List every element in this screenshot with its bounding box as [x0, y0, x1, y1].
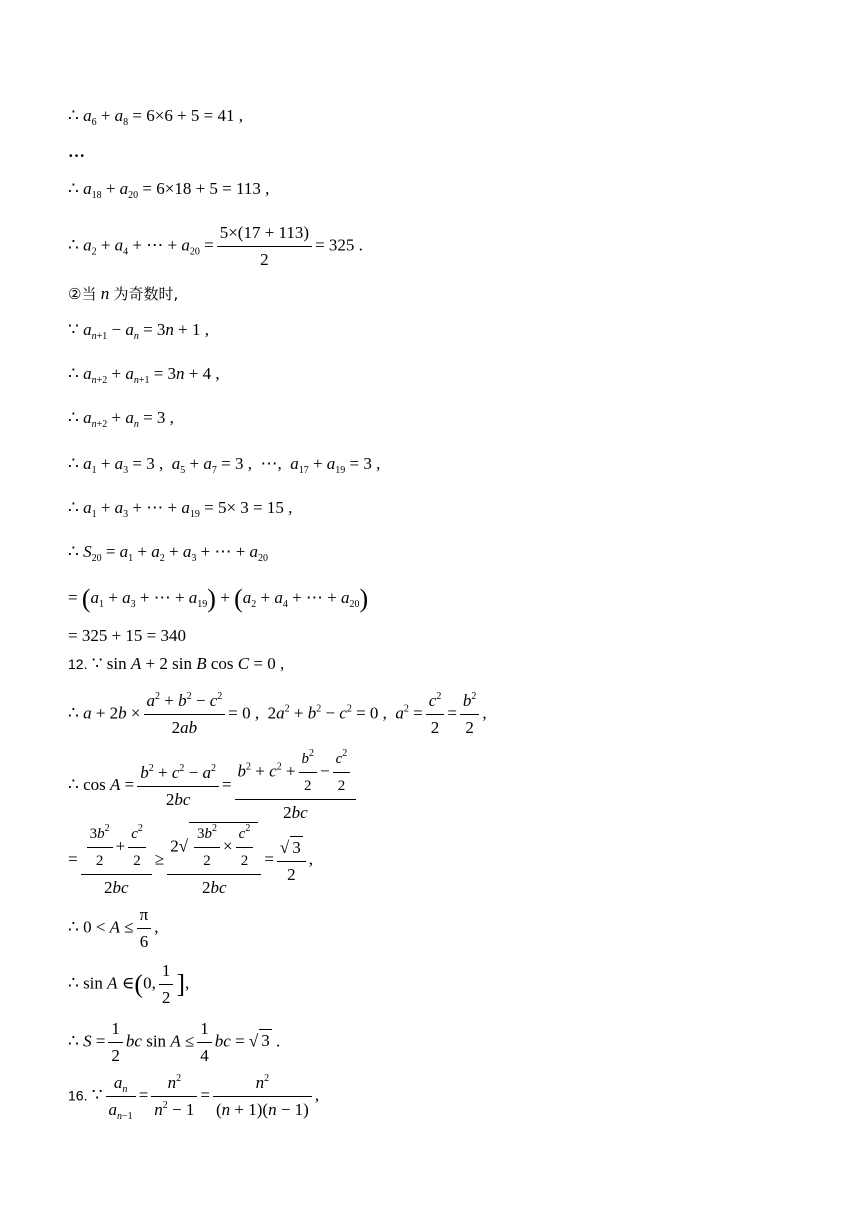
line-a18-a20: ∴ $a_{18} + a_{20} = 6\times 18 + 5 = 113$ , [68, 179, 270, 201]
line-angle-range: ∴ 0 < A ≤ $\frac{\pi}{6}$ , [68, 905, 159, 951]
line-even-sum: ∴ $a_2 + a_4$ + ⋯ + $a_{20}$ = $\frac{5\times(17 + 113)}{2}$ = 325 . [68, 223, 363, 269]
odd-case-label-tail: 为奇数时, [113, 285, 179, 303]
question-12-number: 12. [68, 656, 88, 672]
line-area: ∴ S = $\frac{1}{2}$ bc sin A ≤ $\frac{1}{4}$ bc = √ 3 . [68, 1019, 281, 1065]
line-recurrence: ∵ $a_{n+1} - a_n = 3n + 1$ , [68, 320, 209, 342]
line-ellipsis: … [68, 142, 85, 161]
line-s20: ∴ $S_{20} = a_1 + a_2 + a_3$ + ⋯ + $a_{20}$ [68, 542, 269, 564]
line-odd-pairs: ∴ $a_1 + a_3 = 3$ , $a_5 + a_7 = 3$ , ⋯, $a_{17} + a_{19} = 3$ , [68, 454, 381, 476]
line-cos-a: ∴ cos A = $\frac{b^2 + c^2 - a^2}{2bc}$ = $b^2 + c^2$ + $\frac{b^2}{2}$ − $\frac{c^2}{2}$ 2bc [68, 748, 359, 824]
odd-case-label: ②当 [68, 285, 97, 303]
line-q12-given: 12. ∵ sin A + 2 sin B cos C = 0 , [68, 654, 285, 673]
question-16-number: 16. [68, 1087, 88, 1104]
line-s20-result: = 325 + 15 = 340 [68, 626, 187, 645]
line-am-gm: = $\frac{3b^2}{2}$ + $\frac{c^2}{2}$ 2bc ≥ 2√ $\frac{3b^2}{2}$ × $\frac{c^2}{2}$ 2bc = $\frac{√ 3}{2}$ , [68, 822, 313, 897]
line-law-of-cosines: ∴ a + 2b × $\frac{a^2 + b^2 - c^2}{2ab}$ = 0 , $2a^2 + b^2 - c^2 = 0$ , $a^2$ = $\frac{c^2}{2}$ = $\frac{b^2}{2}$ , [68, 691, 487, 737]
line-a6-a8: ∴ $a_6 + a_8 = 6\times 6 + 5 = 41$ , [68, 106, 244, 128]
line-recurrence-2: ∴ $a_{n+2} + a_{n+1} = 3n + 4$ , [68, 364, 220, 386]
line-odd-case-heading: ②当 n 为奇数时, [68, 284, 179, 303]
line-s20-grouped: = ($a_1 + a_3$ + ⋯ + $a_{19}) + (a_2 + a_4$ + ⋯ + $a_{20}$) [68, 584, 369, 614]
line-q16-ratio: 16. ∵ $\frac{a_n}{a_{n-1}}$ = $\frac{n^2}{n^2 - 1}$ = $\frac{n^2}{(n + 1)(n - 1)}$ , [68, 1073, 320, 1122]
line-pair-sum: ∴ $a_{n+2} + a_n = 3$ , [68, 408, 174, 430]
line-sin-range: ∴ sin A ∈(0, $\frac{1}{2}$ ], [68, 961, 190, 1007]
line-odd-sum: ∴ $a_1 + a_3$ + ⋯ + $a_{19} = 5\times 3 = 15$ , [68, 498, 293, 520]
